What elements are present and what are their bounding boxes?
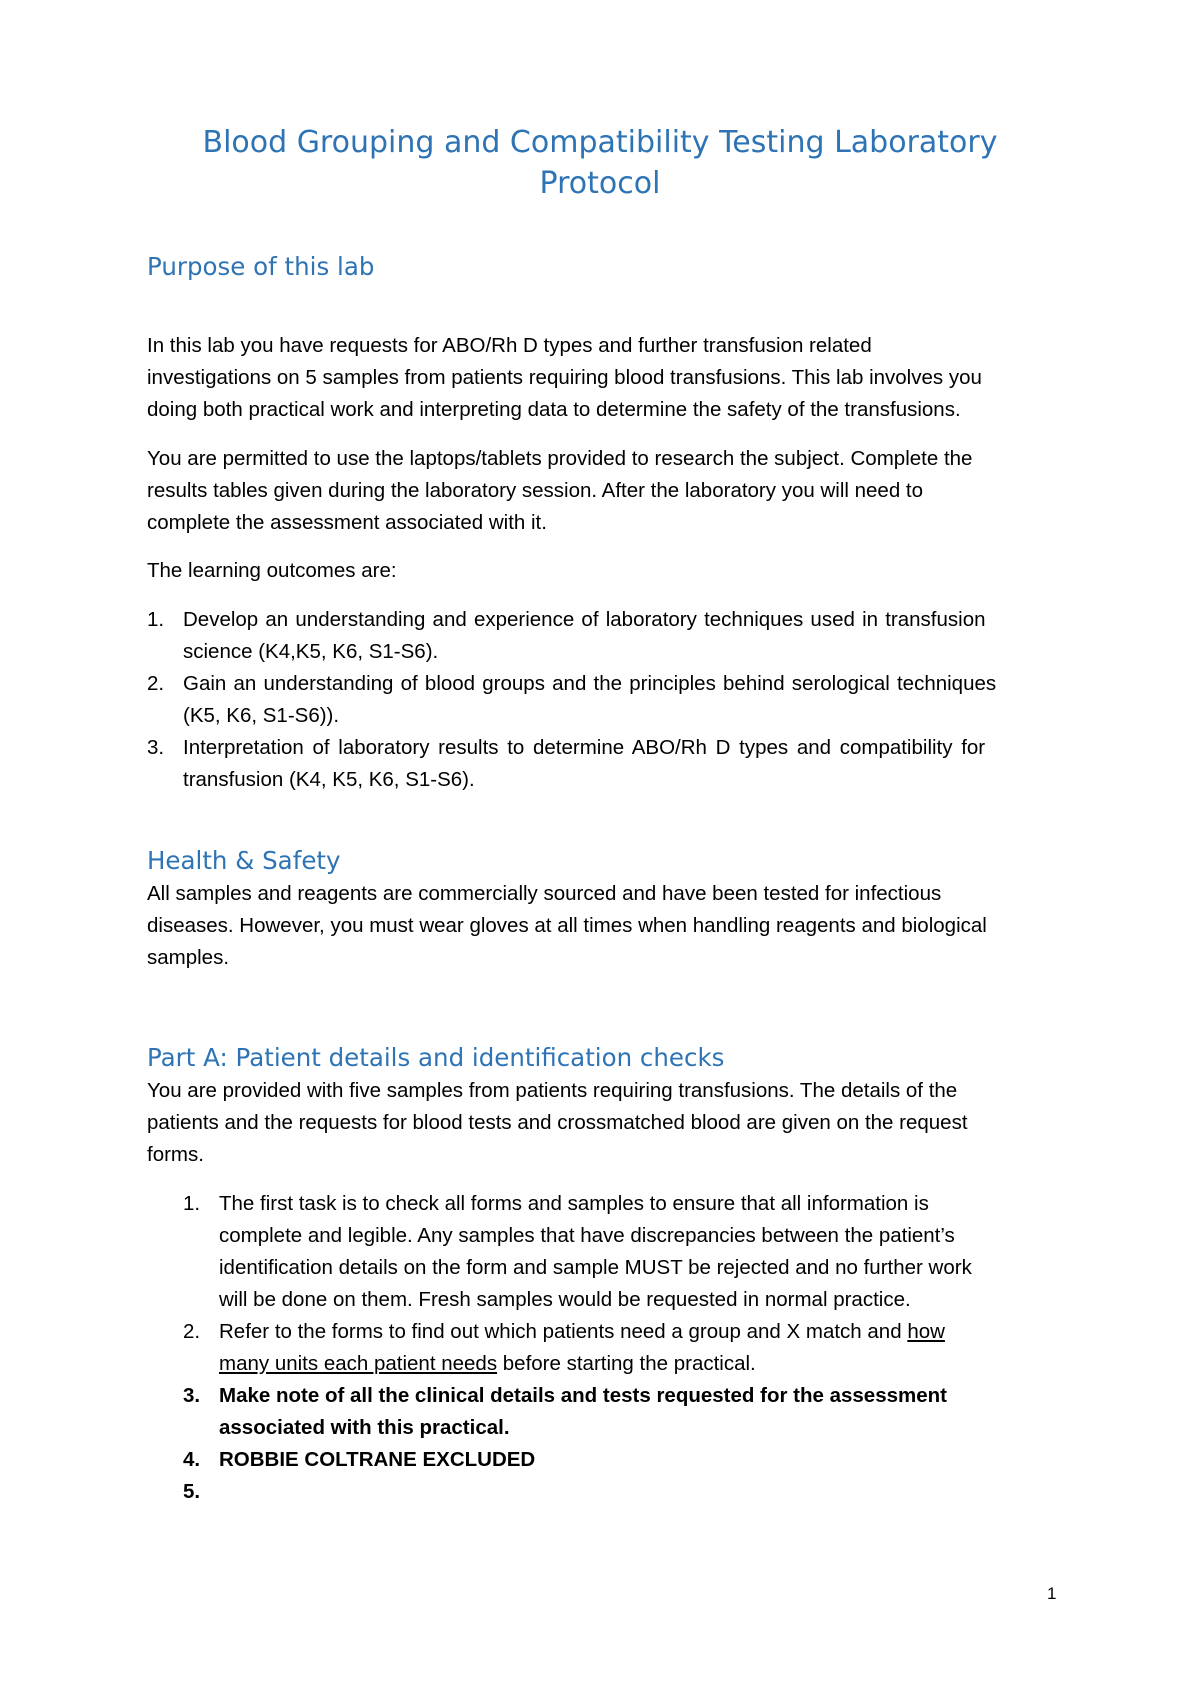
text-line	[219, 1476, 972, 1508]
text-line: All samples and reagents are commercially sourced and have been tested for infectious	[147, 882, 942, 905]
learning-outcomes-list	[147, 604, 997, 796]
list-number: 2.	[183, 1320, 201, 1343]
text-line: You are provided with five samples from patients requiring transfusions. The details of the	[147, 1079, 958, 1102]
text-line: results tables given during the laboratory session. After the laboratory you will need to	[147, 479, 924, 502]
text-line: patients and the requests for blood tests and crossmatched blood are given on the request	[147, 1111, 968, 1134]
list-number: 1.	[147, 608, 165, 631]
text-line: You are permitted to use the laptops/tablets provided to research the subject. Complete the	[147, 447, 973, 470]
list-number: 5.	[183, 1480, 201, 1503]
list-item	[183, 1188, 972, 1316]
health-safety-paragraph	[147, 878, 1072, 974]
list-number: 4.	[183, 1448, 201, 1471]
text-line: The first task is to check all forms and samples to ensure that all information is	[219, 1192, 929, 1215]
text-line: samples.	[147, 946, 230, 969]
text-line: transfusion (K4, K5, K6, S1-S6).	[183, 768, 475, 791]
underlined-text: how	[907, 1320, 945, 1343]
text-line: Develop an understanding and experience of laboratory techniques used in transfusion	[183, 608, 986, 631]
text-line: forms.	[147, 1143, 204, 1166]
document-title	[147, 122, 1053, 204]
text-line	[219, 1316, 972, 1348]
list-number: 3.	[147, 736, 165, 759]
text-line: complete and legible. Any samples that have discrepancies between the patient’s	[219, 1224, 955, 1247]
page-number: 1	[1047, 1584, 1057, 1603]
text-line: diseases. However, you must wear gloves at all times when handling reagents and biological	[147, 914, 987, 937]
text-line: science (K4,K5, K6, S1-S6).	[183, 640, 439, 663]
text-line: doing both practical work and interpreting data to determine the safety of the transfusions.	[147, 398, 961, 421]
list-number: 2.	[147, 672, 165, 695]
part-a-intro	[147, 1075, 1072, 1171]
text-line	[219, 1348, 972, 1380]
list-number: 3.	[183, 1384, 201, 1407]
purpose-paragraph-1	[147, 330, 1072, 426]
health-safety-heading: Health & Safety	[147, 846, 341, 875]
list-item	[147, 732, 996, 796]
text-line: associated with this practical.	[219, 1416, 510, 1439]
text-line: identification details on the form and sample MUST be rejected and no further work	[219, 1256, 972, 1279]
text-line: Gain an understanding of blood groups and the principles behind serological techniques	[183, 672, 997, 695]
title-line-2: Protocol	[539, 166, 661, 201]
text-segment: Refer to the forms to find out which patients need a group and X match and	[219, 1320, 908, 1343]
outcomes-intro: The learning outcomes are:	[147, 559, 397, 582]
list-item	[183, 1316, 972, 1380]
list-item	[183, 1380, 972, 1444]
part-a-heading: Part A: Patient details and identification checks	[147, 1043, 725, 1072]
text-line: Make note of all the clinical details and tests requested for the assessment	[219, 1384, 947, 1407]
purpose-heading: Purpose of this lab	[147, 252, 375, 281]
title-line-1: Blood Grouping and Compatibility Testing Laboratory	[202, 125, 998, 160]
part-a-task-list	[183, 1188, 972, 1508]
text-line: Interpretation of laboratory results to determine ABO/Rh D types and compatibility for	[183, 736, 986, 759]
list-item	[147, 604, 996, 668]
list-number: 1.	[183, 1192, 201, 1215]
text-line: will be done on them. Fresh samples would be requested in normal practice.	[219, 1288, 911, 1311]
text-line: complete the assessment associated with it.	[147, 511, 547, 534]
list-item	[183, 1476, 972, 1508]
underlined-text: many units each patient needs	[219, 1352, 498, 1375]
text-line: In this lab you have requests for ABO/Rh D types and further transfusion related	[147, 334, 872, 357]
list-item	[183, 1444, 972, 1476]
text-line: (K5, K6, S1-S6)).	[183, 704, 340, 727]
text-segment: before starting the practical.	[497, 1352, 756, 1375]
text-line: ROBBIE COLTRANE EXCLUDED	[219, 1448, 536, 1471]
purpose-paragraph-2	[147, 443, 1072, 539]
text-line: investigations on 5 samples from patients requiring blood transfusions. This lab involves you	[147, 366, 982, 389]
list-item	[147, 668, 997, 732]
